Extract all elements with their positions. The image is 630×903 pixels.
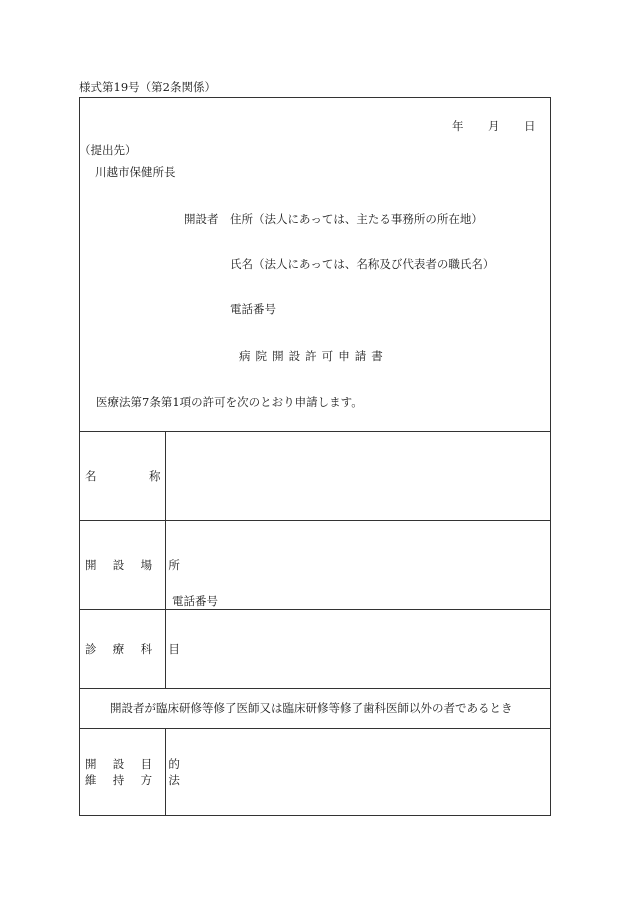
column-divider [165,728,166,816]
applicant-role: 開設者 [184,212,219,226]
submit-to-label: （提出先） [79,143,137,157]
conditional-note: 開設者が臨床研修等修了医師又は臨床研修等修了歯科医師以外の者であるとき [110,701,513,715]
form-number: 様式第19号（第2条関係） [79,80,216,94]
departments-row-label: 診 療 科 目 [85,642,187,656]
divider [79,688,551,689]
document-title: 病 院 開 設 許 可 申 請 書 [239,349,384,363]
location-row-label: 開 設 場 所 [85,558,187,572]
purpose-row-label-line1: 開 設 目 的 [85,757,187,771]
divider [79,431,551,432]
name-row-label-right: 称 [149,469,161,483]
phone-label: 電話番号 [230,302,276,316]
date-year: 年 [452,119,464,133]
location-phone-label: 電話番号 [172,594,218,608]
name-label: 氏名（法人にあっては、名称及び代表者の職氏名） [230,257,495,271]
address-label: 住所（法人にあっては、主たる事務所の所在地） [230,212,483,226]
date-day: 日 [524,119,536,133]
divider [79,609,551,610]
name-row-label-left: 名 [85,469,97,483]
application-statement: 医療法第7条第1項の許可を次のとおり申請します。 [96,395,363,409]
purpose-row-label-line2: 維 持 方 法 [85,773,187,787]
recipient: 川越市保健所長 [95,165,176,179]
divider [79,728,551,729]
divider [79,520,551,521]
date-month: 月 [488,119,500,133]
